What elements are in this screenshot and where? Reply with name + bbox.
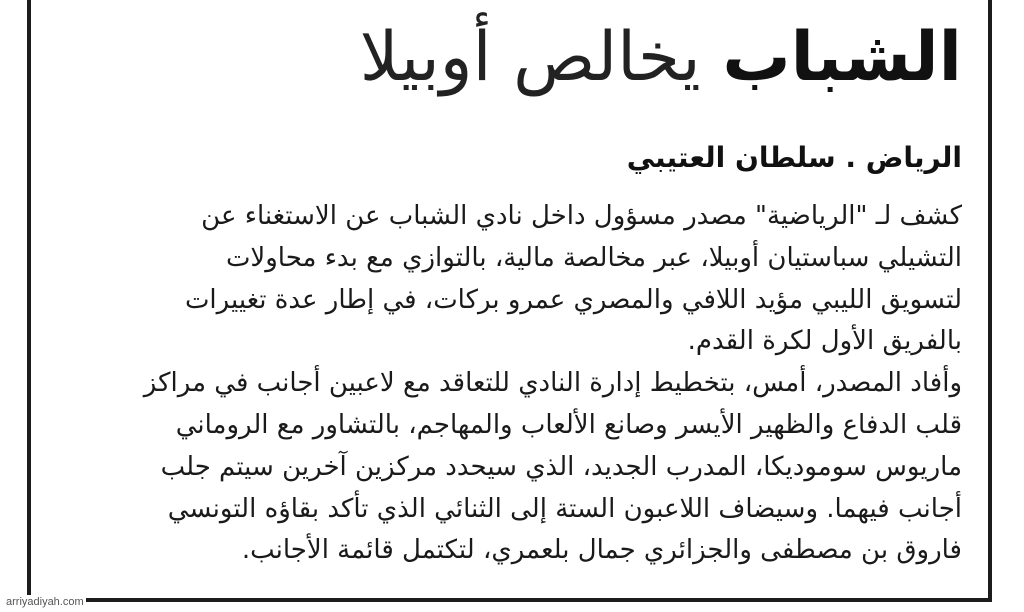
source-watermark: arriyadiyah.com — [6, 596, 84, 608]
headline-bold: الشباب — [722, 18, 962, 97]
body-line: فاروق بن مصطفى والجزائري جمال بلعمري، لتكتمل قائمة الأجانب. — [241, 535, 962, 566]
body-line: بالفريق الأول لكرة القدم. — [687, 326, 962, 357]
body-line: كشف لـ "الرياضية" مصدر مسؤول داخل نادي الشباب عن الاستغناء عن — [201, 201, 962, 231]
body-line: أجانب فيهما. وسيضاف اللاعبون الستة إلى الثنائي الذي تأكد بقاؤه التونسي — [167, 493, 962, 524]
body-line: قلب الدفاع والظهير الأيسر وصانع الألعاب والمهاجم، بالتشاور مع الروماني — [175, 409, 962, 440]
headline — [360, 8, 962, 108]
body-line: وأفاد المصدر، أمس، بتخطيط إدارة النادي للتعاقد مع لاعبين أجانب في مراكز — [143, 368, 962, 399]
body-line: لتسويق الليبي مؤيد اللافي والمصري عمرو بركات، في إطار عدة تغييرات — [184, 284, 962, 315]
body-line: التشيلي سباستيان أوبيلا، عبر مخالصة مالية، بالتوازي مع بدء محاولات — [225, 242, 962, 273]
body-line: ماريوس سوموديكا، المدرب الجديد، الذي سيحدد مركزين آخرين سيتم جلب — [160, 451, 962, 482]
byline: الرياض . سلطان العتيبي — [626, 141, 962, 174]
article-body — [62, 196, 962, 572]
headline-light: يخالص أوبيلا — [359, 18, 701, 97]
